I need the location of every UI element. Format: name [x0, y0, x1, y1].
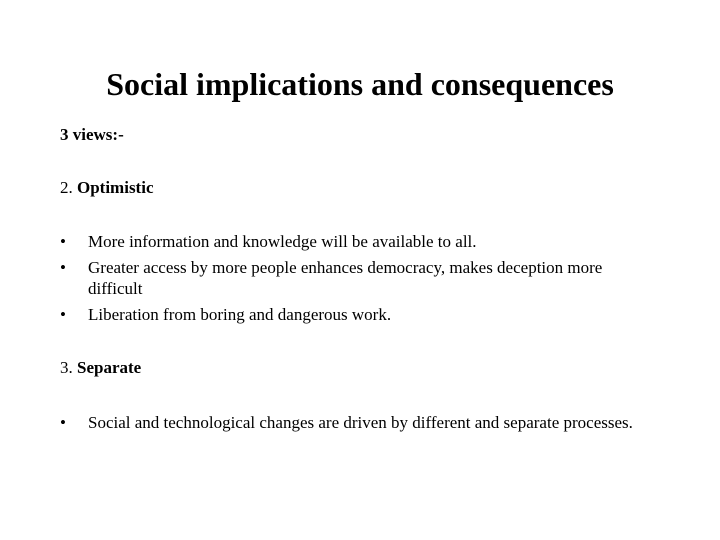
section-heading-optimistic	[60, 177, 154, 199]
section-heading-separate	[60, 357, 141, 379]
bullet-text: Greater access by more people enhances democracy, makes deception more difficult	[88, 258, 603, 298]
optimistic-bullet-list	[60, 231, 660, 330]
list-item	[60, 231, 660, 252]
list-item	[60, 412, 660, 433]
slide-title: Social implications and consequences	[106, 66, 614, 102]
list-item	[60, 257, 660, 299]
section-number: 3.	[60, 358, 73, 377]
views-heading: 3 views:-	[60, 125, 124, 144]
bullet-icon: •	[60, 258, 66, 277]
bullet-icon: •	[60, 232, 66, 251]
list-item	[60, 304, 660, 325]
bullet-icon: •	[60, 305, 66, 324]
bullet-text: Social and technological changes are driven by different and separate processes.	[88, 413, 633, 432]
bullet-icon: •	[60, 413, 66, 432]
section-label: Optimistic	[77, 178, 154, 197]
section-label: Separate	[77, 358, 142, 377]
separate-bullet-list	[60, 412, 660, 438]
section-number: 2.	[60, 178, 73, 197]
bullet-text: Liberation from boring and dangerous work.	[88, 305, 392, 324]
bullet-text: More information and knowledge will be available to all.	[88, 232, 477, 251]
